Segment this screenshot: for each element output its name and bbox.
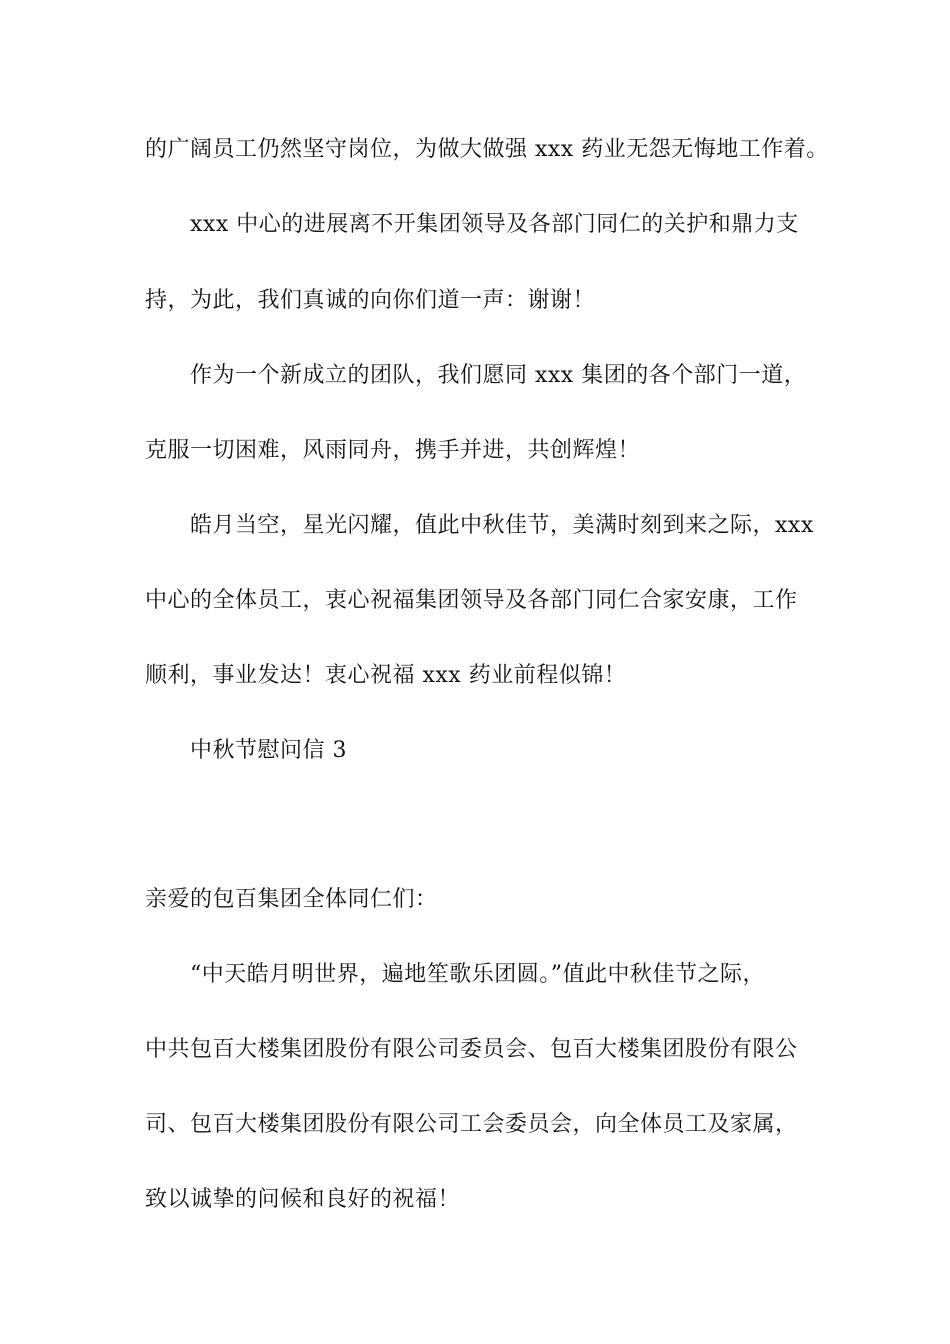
paragraph-line: 司、包百大楼集团股份有限公司工会委员会，向全体员工及家属，: [145, 1112, 798, 1137]
salutation: 亲爱的包百集团全体同仁们：: [145, 887, 438, 912]
paragraph-line: xxx 中心的进展离不开集团领导及各部门同仁的关护和鼎力支: [190, 212, 799, 237]
paragraph-line: 皓月当空，星光闪耀，值此中秋佳节，美满时刻到来之际，xxx: [190, 513, 814, 538]
paragraph-line: 致以诚挚的问候和良好的祝福！: [145, 1187, 461, 1212]
paragraph-line: 的广阔员工仍然坚守岗位，为做大做强 xxx 药业无怨无悔地工作着。: [145, 137, 829, 162]
paragraph-line: “中天皓月明世界，遍地笙歌乐团圆。”值此中秋佳节之际，: [190, 962, 765, 987]
paragraph-line: 中共包百大楼集团股份有限公司委员会、包百大楼集团股份有限公: [145, 1037, 798, 1062]
paragraph-line: 中心的全体员工，衷心祝福集团领导及各部门同仁合家安康，工作: [145, 588, 798, 613]
paragraph-line: 克服一切困难，风雨同舟，携手并进，共创辉煌！: [145, 438, 641, 463]
section-heading: 中秋节慰问信 3: [190, 738, 347, 763]
paragraph-line: 持，为此，我们真诚的向你们道一声：谢谢！: [145, 288, 596, 313]
paragraph-line: 顺利，事业发达！衷心祝福 xxx 药业前程似锦！: [145, 663, 627, 688]
paragraph-line: 作为一个新成立的团队，我们愿同 xxx 集团的各个部门一道，: [190, 363, 807, 388]
